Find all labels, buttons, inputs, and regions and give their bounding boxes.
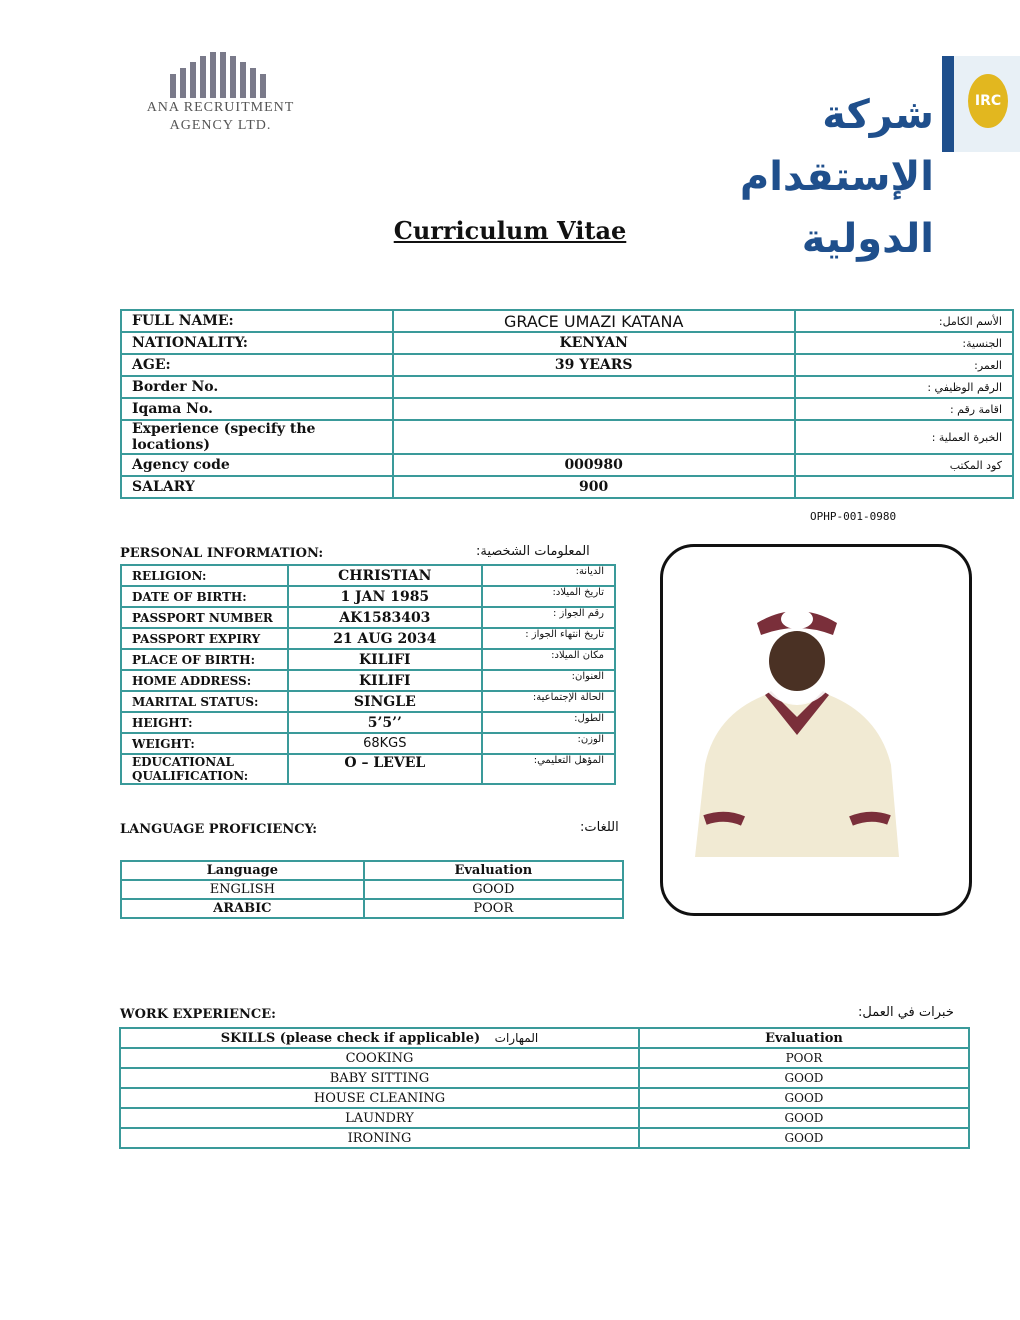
info-value: 900 [393, 476, 795, 498]
personal-label-arabic: تاريخ انتهاء الجواز : [482, 628, 615, 649]
info-row [121, 454, 1013, 476]
reference-code: OPHP-001-0980 [810, 510, 897, 523]
personal-info-heading-arabic: المعلومات الشخصية: [476, 544, 590, 559]
personal-info-heading: PERSONAL INFORMATION: [120, 546, 324, 561]
language-name: ENGLISH [121, 880, 364, 899]
info-value [393, 376, 795, 398]
personal-info-table [120, 564, 616, 785]
info-label: FULL NAME: [121, 310, 393, 332]
info-label: Border No. [121, 376, 393, 398]
skill-evaluation: GOOD [639, 1088, 969, 1108]
skill-row [120, 1088, 969, 1108]
irc-logo-arabic: شركة الإستقدام الدولية [739, 92, 934, 262]
info-value: KENYAN [393, 332, 795, 354]
personal-label-arabic: الطول: [482, 712, 615, 733]
personal-value: 21 AUG 2034 [288, 628, 483, 649]
candidate-photo [695, 595, 899, 857]
irc-logo [662, 56, 1020, 262]
info-label: AGE: [121, 354, 393, 376]
building-icon [164, 50, 274, 98]
skill-row [120, 1068, 969, 1088]
left-logo-line1: ANA RECRUITMENT [146, 100, 295, 115]
personal-row [121, 565, 615, 586]
ana-recruitment-logo [128, 50, 313, 140]
language-evaluation: GOOD [364, 880, 623, 899]
personal-label-arabic: الديانة: [482, 565, 615, 586]
personal-value: 5’5’’ [288, 712, 483, 733]
personal-row [121, 586, 615, 607]
personal-row [121, 649, 615, 670]
language-heading: LANGUAGE PROFICIENCY: [120, 822, 318, 837]
personal-label: DATE OF BIRTH: [121, 586, 288, 607]
info-value: 000980 [393, 454, 795, 476]
left-logo-line2: AGENCY LTD. [169, 118, 272, 133]
info-row [121, 420, 1013, 454]
personal-value: KILIFI [288, 670, 483, 691]
personal-label: HEIGHT: [121, 712, 288, 733]
info-row [121, 398, 1013, 420]
info-row [121, 332, 1013, 354]
work-table [119, 1027, 970, 1149]
personal-row [121, 733, 615, 754]
info-label-arabic: كود المكتب [795, 454, 1013, 476]
skill-evaluation: GOOD [639, 1068, 969, 1088]
personal-label: WEIGHT: [121, 733, 288, 754]
personal-row [121, 607, 615, 628]
skill-name: BABY SITTING [120, 1068, 639, 1088]
info-value [393, 420, 795, 454]
irc-badge: IRC [968, 74, 1008, 128]
info-row [121, 310, 1013, 332]
skill-name: COOKING [120, 1048, 639, 1068]
personal-value: O – LEVEL [288, 754, 483, 784]
info-row [121, 476, 1013, 498]
skills-column-header [120, 1028, 639, 1048]
personal-row [121, 712, 615, 733]
language-row [121, 899, 623, 918]
info-label: SALARY [121, 476, 393, 498]
skill-evaluation: GOOD [639, 1108, 969, 1128]
page-title: Curriculum Vitae [393, 216, 627, 245]
language-table [120, 860, 624, 919]
work-evaluation-column-header: Evaluation [639, 1028, 969, 1048]
personal-label: PASSPORT NUMBER [121, 607, 288, 628]
language-name: ARABIC [121, 899, 364, 918]
personal-label: PASSPORT EXPIRY [121, 628, 288, 649]
personal-value: SINGLE [288, 691, 483, 712]
skill-row [120, 1048, 969, 1068]
skill-name: HOUSE CLEANING [120, 1088, 639, 1108]
skills-column-label-arabic: المهارات [494, 1030, 539, 1045]
info-value: GRACE UMAZI KATANA [393, 310, 795, 332]
personal-label-arabic: رقم الجواز : [482, 607, 615, 628]
info-value: 39 YEARS [393, 354, 795, 376]
personal-row [121, 670, 615, 691]
photo-frame [660, 544, 972, 916]
skill-row [120, 1128, 969, 1148]
personal-label-arabic: المؤهل التعليمي: [482, 754, 615, 784]
skill-evaluation: POOR [639, 1048, 969, 1068]
personal-label: RELIGION: [121, 565, 288, 586]
personal-label-arabic: تاريخ الميلاد: [482, 586, 615, 607]
personal-value: AK1583403 [288, 607, 483, 628]
personal-value: 68KGS [288, 733, 483, 754]
skills-column-label: SKILLS (please check if applicable) [220, 1030, 481, 1046]
info-label: NATIONALITY: [121, 332, 393, 354]
personal-label-arabic: الوزن: [482, 733, 615, 754]
main-info-table [120, 309, 1014, 499]
personal-value: CHRISTIAN [288, 565, 483, 586]
skill-evaluation: GOOD [639, 1128, 969, 1148]
info-label-arabic: الرقم الوظيفي : [795, 376, 1013, 398]
skill-name: IRONING [120, 1128, 639, 1148]
work-heading: WORK EXPERIENCE: [120, 1007, 276, 1022]
personal-row [121, 628, 615, 649]
info-label-arabic: العمر: [795, 354, 1013, 376]
personal-label-arabic: العنوان: [482, 670, 615, 691]
personal-row [121, 691, 615, 712]
personal-label: EDUCATIONAL QUALIFICATION: [121, 754, 288, 784]
personal-label-arabic: مكان الميلاد: [482, 649, 615, 670]
work-heading-arabic: خبرات في العمل: [858, 1005, 954, 1020]
work-table-header [120, 1028, 969, 1048]
info-row [121, 354, 1013, 376]
language-heading-arabic: اللغات: [580, 820, 619, 835]
personal-label-arabic: الحالة الإجتماعية: [482, 691, 615, 712]
personal-label: MARITAL STATUS: [121, 691, 288, 712]
info-label-arabic [795, 476, 1013, 498]
info-label-arabic: اقامة رقم : [795, 398, 1013, 420]
personal-label: HOME ADDRESS: [121, 670, 288, 691]
language-column-header: Language [121, 861, 364, 880]
personal-label: PLACE OF BIRTH: [121, 649, 288, 670]
irc-logo-bar [942, 56, 954, 152]
skill-name: LAUNDRY [120, 1108, 639, 1128]
language-row [121, 880, 623, 899]
language-table-header [121, 861, 623, 880]
info-label: Agency code [121, 454, 393, 476]
personal-value: 1 JAN 1985 [288, 586, 483, 607]
info-label-arabic: الخبرة العملية : [795, 420, 1013, 454]
info-label-arabic: الجنسية: [795, 332, 1013, 354]
personal-value: KILIFI [288, 649, 483, 670]
info-label-arabic: الأسم الكامل: [795, 310, 1013, 332]
personal-row [121, 754, 615, 784]
info-row [121, 376, 1013, 398]
skill-row [120, 1108, 969, 1128]
language-evaluation: POOR [364, 899, 623, 918]
info-label: Experience (specify the locations) [121, 420, 393, 454]
evaluation-column-header: Evaluation [364, 861, 623, 880]
info-value [393, 398, 795, 420]
info-label: Iqama No. [121, 398, 393, 420]
